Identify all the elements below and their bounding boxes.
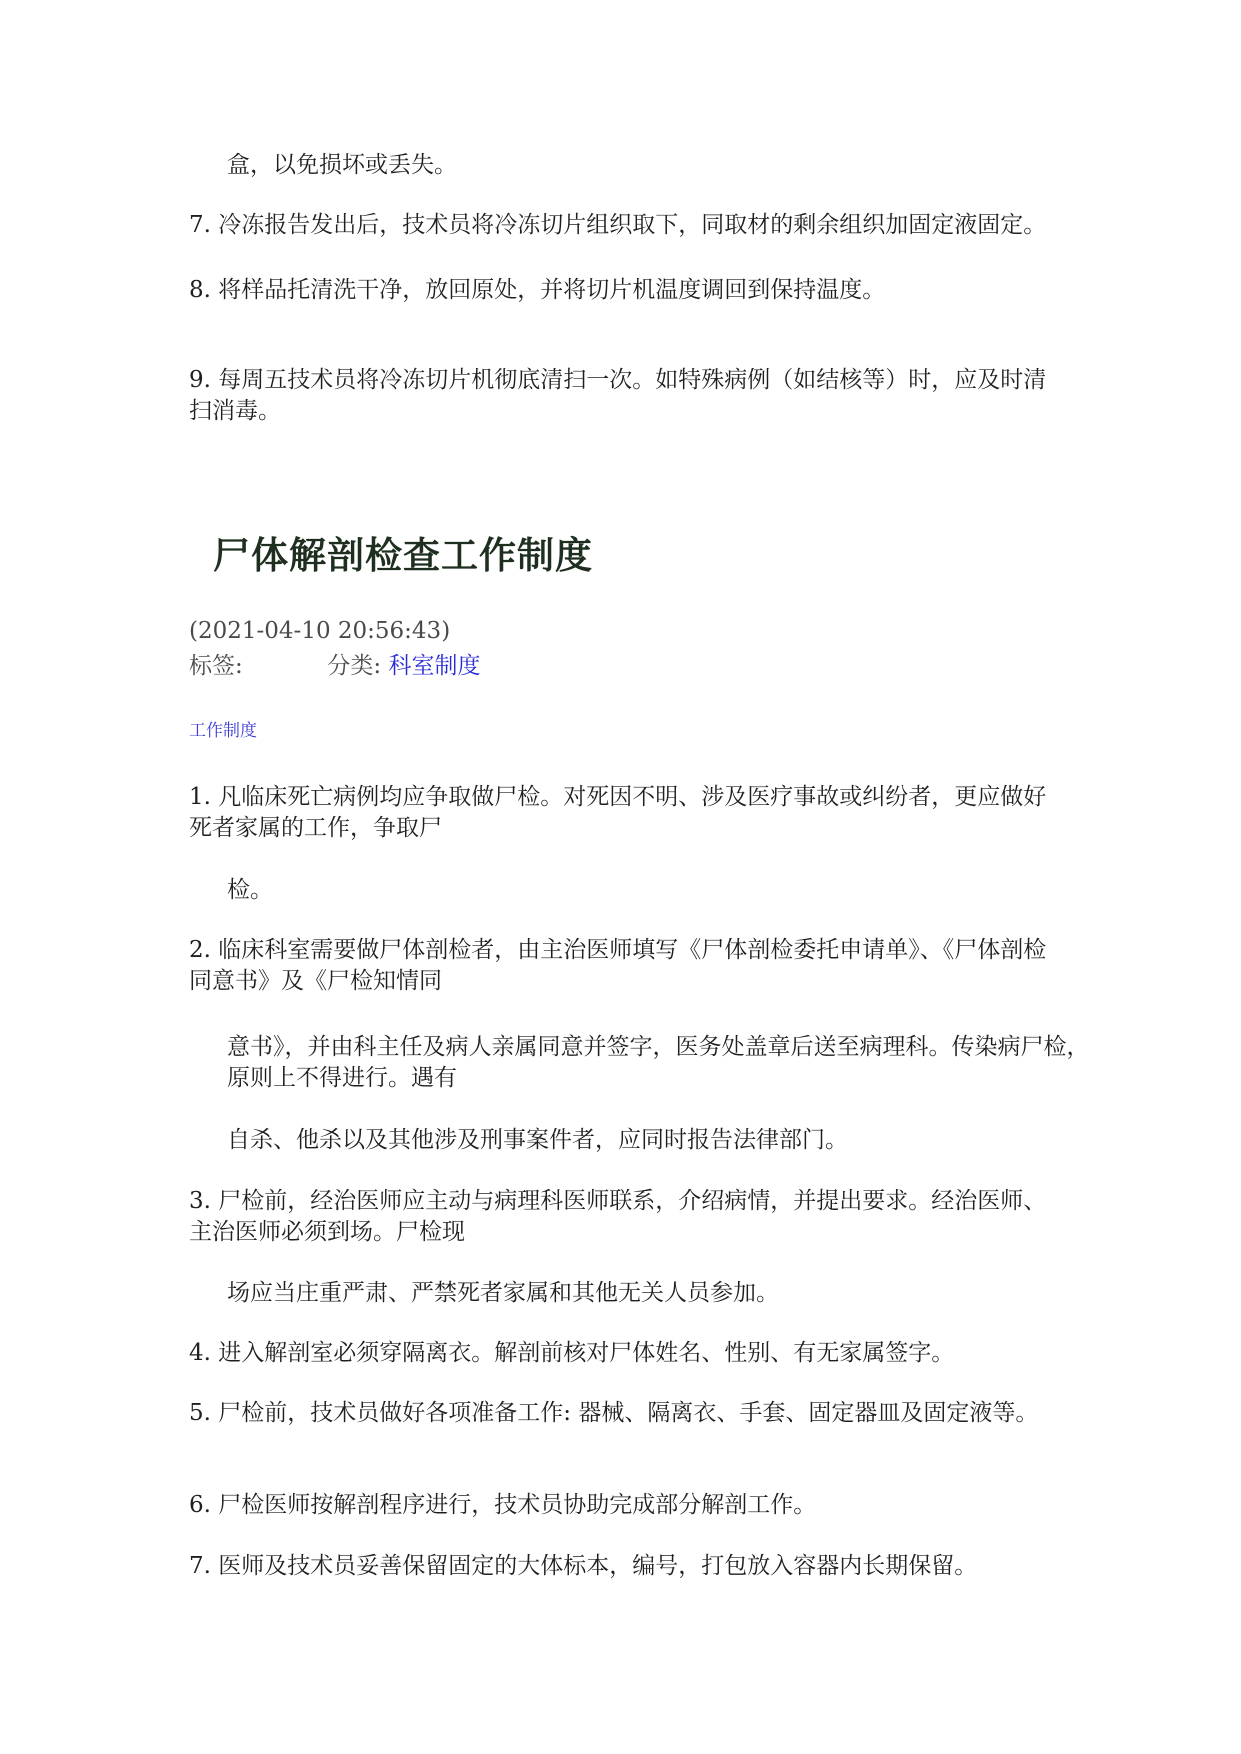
paragraph: 场应当庄重严肃、严禁死者家属和其他无关人员参加。 xyxy=(227,1280,779,1306)
category-label: 分类: xyxy=(327,653,382,679)
continuation-text: 盒，以免损坏或丢失。 xyxy=(227,152,457,178)
tags-label: 标签: xyxy=(189,653,243,679)
list-item: 7. 冷冻报告发出后，技术员将冷冻切片组织取下，同取材的剩余组织加固定液固定。 xyxy=(189,212,1047,238)
list-item: 9. 每周五技术员将冷冻切片机彻底清扫一次。如特殊病例（如结核等）时，应及时清扫消毒。 xyxy=(189,367,1047,424)
category-link[interactable]: 科室制度 xyxy=(388,653,481,679)
paragraph: 检。 xyxy=(227,877,273,903)
paragraph: 6. 尸检医师按解剖程序进行，技术员协助完成部分解剖工作。 xyxy=(189,1492,817,1518)
page-title: 尸体解剖检查工作制度 xyxy=(213,533,593,577)
paragraph: 5. 尸检前，技术员做好各项准备工作: 器械、隔离衣、手套、固定器皿及固定液等。 xyxy=(189,1400,1039,1426)
paragraph: 意书》，并由科主任及病人亲属同意并签字，医务处盖章后送至病理科。传染病尸检，原则上不得进行。遇有 xyxy=(227,1034,1090,1091)
paragraph: 自杀、他杀以及其他涉及刑事案件者，应同时报告法律部门。 xyxy=(227,1127,848,1153)
paragraph: 7. 医师及技术员妥善保留固定的大体标本，编号，打包放入容器内长期保留。 xyxy=(189,1553,978,1579)
paragraph: 1. 凡临床死亡病例均应争取做尸检。对死因不明、涉及医疗事故或纠纷者，更应做好死者家属的工作，争取尸 xyxy=(189,784,1047,841)
post-meta xyxy=(189,651,480,682)
paragraph: 3. 尸检前，经治医师应主动与病理科医师联系，介绍病情，并提出要求。经治医师、主治医师必须到场。尸检现 xyxy=(189,1188,1047,1245)
list-item: 8. 将样品托清洗干净，放回原处，并将切片机温度调回到保持温度。 xyxy=(189,277,886,303)
paragraph: 4. 进入解剖室必须穿隔离衣。解剖前核对尸体姓名、性别、有无家属签字。 xyxy=(189,1340,955,1366)
paragraph: 2. 临床科室需要做尸体剖检者，由主治医师填写《尸体剖检委托申请单》、《尸体剖检同意书》及《尸检知情同 xyxy=(189,937,1047,994)
post-date: (2021-04-10 20:56:43) xyxy=(189,618,451,644)
section-link[interactable]: 工作制度 xyxy=(189,721,257,741)
